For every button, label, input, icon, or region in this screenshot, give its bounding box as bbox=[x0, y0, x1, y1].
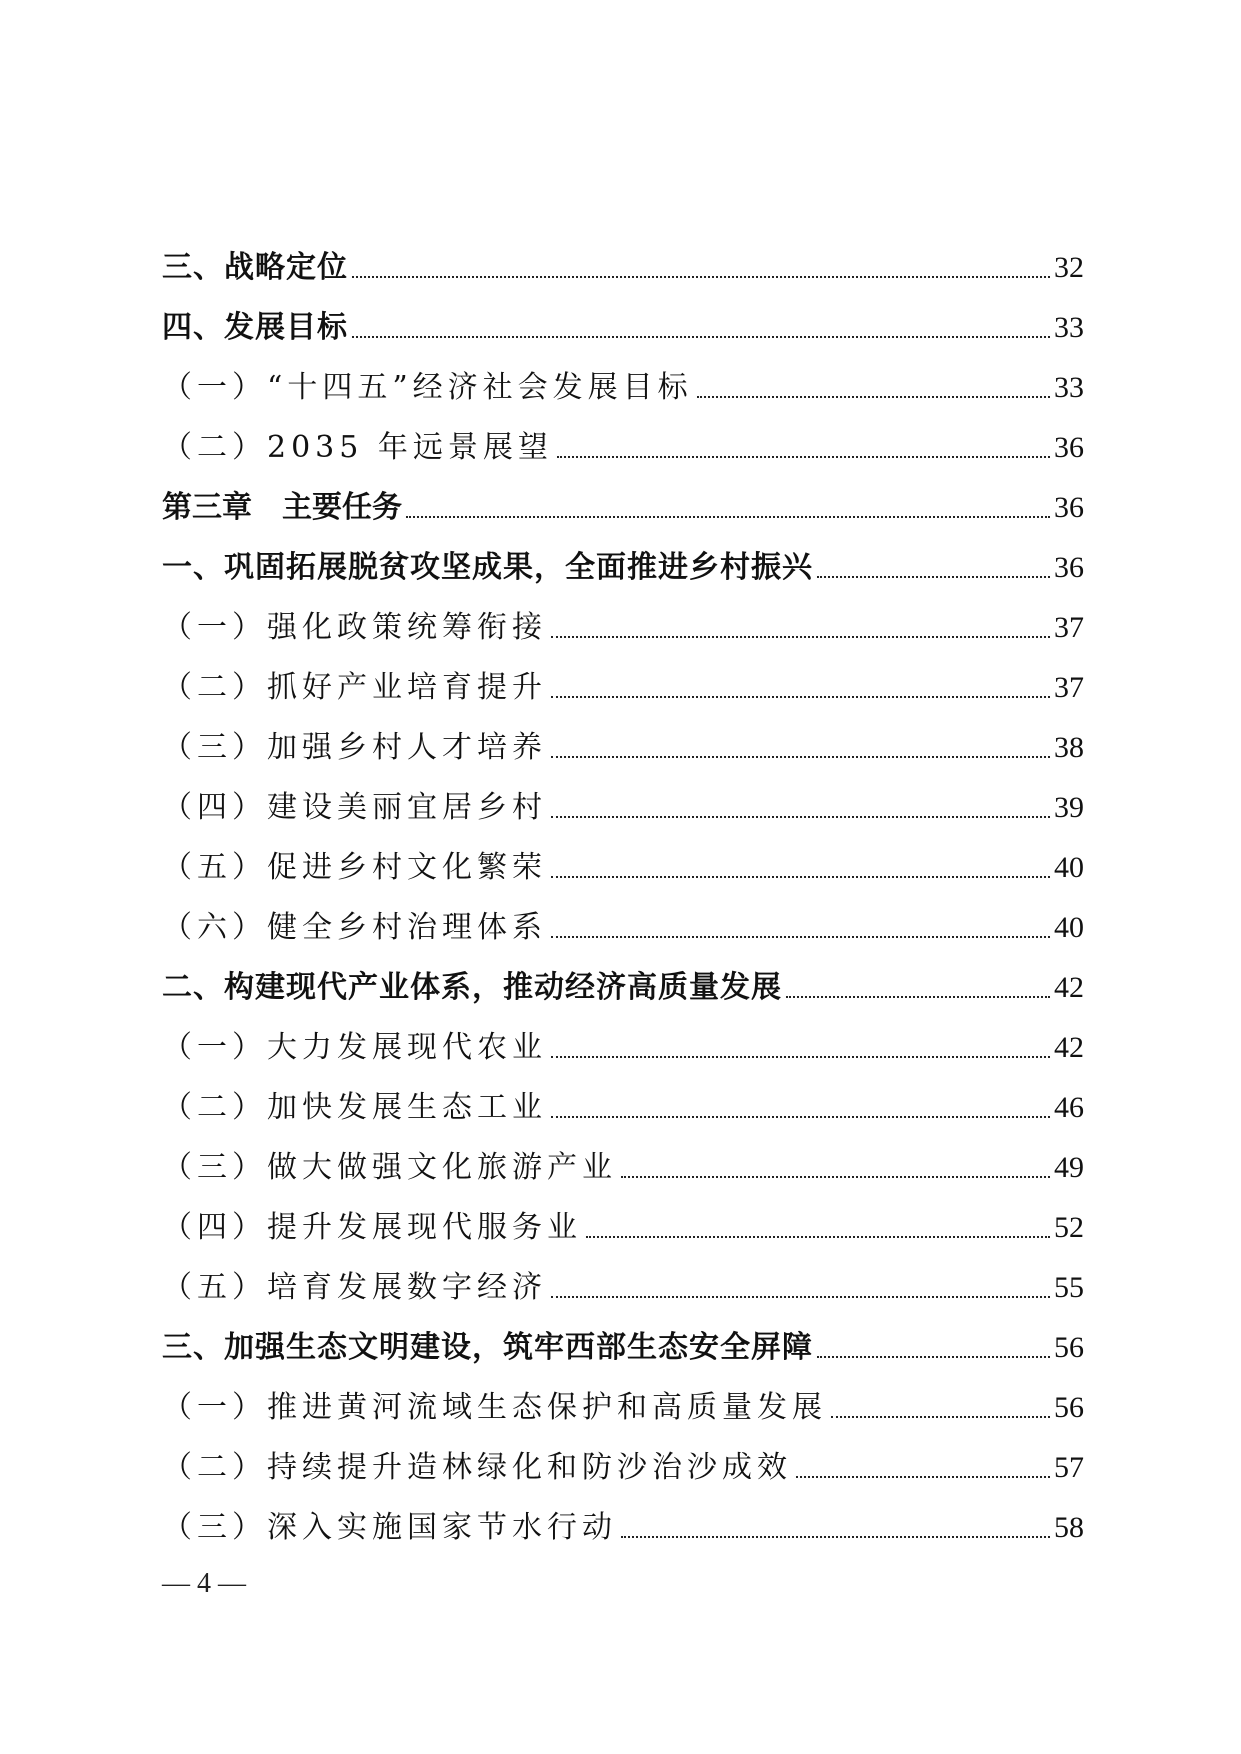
toc-entry[interactable] bbox=[162, 1006, 1084, 1066]
toc-entry-title: 二、构建现代产业体系，推动经济高质量发展 bbox=[162, 970, 782, 1005]
toc-entry-title: 三、战略定位 bbox=[162, 250, 348, 285]
toc-entry[interactable] bbox=[162, 526, 1084, 586]
toc-entry[interactable] bbox=[162, 586, 1084, 646]
dot-leader bbox=[352, 336, 1050, 338]
dot-leader bbox=[551, 1116, 1050, 1118]
toc-entry-page-number: 37 bbox=[1054, 611, 1084, 644]
toc-entry-title: （四）建设美丽宜居乡村 bbox=[162, 790, 547, 825]
toc-entry[interactable] bbox=[162, 826, 1084, 886]
toc-entry-page-number: 37 bbox=[1054, 671, 1084, 704]
toc-entry[interactable] bbox=[162, 1126, 1084, 1186]
toc-entry-page-number: 46 bbox=[1054, 1091, 1084, 1124]
toc-entry[interactable] bbox=[162, 1426, 1084, 1486]
toc-entry-title: （三）加强乡村人才培养 bbox=[162, 730, 547, 765]
toc-entry-title: （三）深入实施国家节水行动 bbox=[162, 1510, 617, 1545]
toc-entry-title: 一、巩固拓展脱贫攻坚成果，全面推进乡村振兴 bbox=[162, 550, 813, 585]
toc-entry-page-number: 38 bbox=[1054, 731, 1084, 764]
toc-entry-page-number: 56 bbox=[1054, 1391, 1084, 1424]
dot-leader bbox=[551, 696, 1050, 698]
dot-leader bbox=[557, 456, 1050, 458]
toc-entry-title: 第三章 主要任务 bbox=[162, 490, 402, 525]
page-number-footer: — 4 — bbox=[162, 1568, 246, 1599]
dot-leader bbox=[551, 1056, 1050, 1058]
toc-entry-title: 三、加强生态文明建设，筑牢西部生态安全屏障 bbox=[162, 1330, 813, 1365]
dot-leader bbox=[817, 1356, 1050, 1358]
toc-entry-page-number: 56 bbox=[1054, 1331, 1084, 1364]
toc-entry[interactable] bbox=[162, 1486, 1084, 1546]
toc-entry-page-number: 58 bbox=[1054, 1511, 1084, 1544]
toc-entry-title: （二）抓好产业培育提升 bbox=[162, 670, 547, 705]
dot-leader bbox=[551, 816, 1050, 818]
toc-entry[interactable] bbox=[162, 646, 1084, 706]
toc-entry-page-number: 52 bbox=[1054, 1211, 1084, 1244]
dot-leader bbox=[551, 1296, 1050, 1298]
dot-leader bbox=[551, 876, 1050, 878]
toc-entry-title: （三）做大做强文化旅游产业 bbox=[162, 1150, 617, 1185]
dot-leader bbox=[621, 1536, 1050, 1538]
toc-entry-title: （一）强化政策统筹衔接 bbox=[162, 610, 547, 645]
toc-entry[interactable] bbox=[162, 946, 1084, 1006]
toc-entry-page-number: 57 bbox=[1054, 1451, 1084, 1484]
dot-leader bbox=[586, 1236, 1050, 1238]
toc-entry-page-number: 55 bbox=[1054, 1271, 1084, 1304]
dot-leader bbox=[551, 936, 1050, 938]
toc-entry[interactable] bbox=[162, 466, 1084, 526]
toc-entry-page-number: 40 bbox=[1054, 851, 1084, 884]
toc-entry-title: （二）持续提升造林绿化和防沙治沙成效 bbox=[162, 1450, 792, 1485]
dot-leader bbox=[831, 1416, 1050, 1418]
toc-entry-page-number: 36 bbox=[1054, 551, 1084, 584]
toc-entry-page-number: 39 bbox=[1054, 791, 1084, 824]
toc-entry-page-number: 36 bbox=[1054, 431, 1084, 464]
toc-entry-title: （六）健全乡村治理体系 bbox=[162, 910, 547, 945]
dot-leader bbox=[697, 396, 1050, 398]
toc-entry[interactable] bbox=[162, 226, 1084, 286]
dot-leader bbox=[817, 576, 1050, 578]
toc-entry-page-number: 40 bbox=[1054, 911, 1084, 944]
dot-leader bbox=[406, 516, 1050, 518]
dot-leader bbox=[551, 636, 1050, 638]
toc-entry-page-number: 33 bbox=[1054, 311, 1084, 344]
toc-entry-title: （一）大力发展现代农业 bbox=[162, 1030, 547, 1065]
toc-entry-page-number: 33 bbox=[1054, 371, 1084, 404]
toc-entry[interactable] bbox=[162, 886, 1084, 946]
toc-entry-page-number: 49 bbox=[1054, 1151, 1084, 1184]
toc-entry-page-number: 42 bbox=[1054, 971, 1084, 1004]
toc-entry-title: （二）2035 年远景展望 bbox=[162, 430, 553, 465]
dot-leader bbox=[352, 276, 1050, 278]
toc-entry[interactable] bbox=[162, 1066, 1084, 1126]
dot-leader bbox=[796, 1476, 1050, 1478]
dot-leader bbox=[786, 996, 1050, 998]
toc-entry-title: （五）培育发展数字经济 bbox=[162, 1270, 547, 1305]
toc-entry[interactable] bbox=[162, 406, 1084, 466]
toc-entry-page-number: 42 bbox=[1054, 1031, 1084, 1064]
toc-entry-title: （五）促进乡村文化繁荣 bbox=[162, 850, 547, 885]
toc-entry[interactable] bbox=[162, 1186, 1084, 1246]
toc-entry-title: （二）加快发展生态工业 bbox=[162, 1090, 547, 1125]
toc-entry[interactable] bbox=[162, 706, 1084, 766]
toc-entry[interactable] bbox=[162, 766, 1084, 826]
table-of-contents bbox=[162, 226, 1084, 1546]
toc-entry-title: （一）推进黄河流域生态保护和高质量发展 bbox=[162, 1390, 827, 1425]
dot-leader bbox=[621, 1176, 1050, 1178]
toc-entry[interactable] bbox=[162, 1246, 1084, 1306]
toc-entry-page-number: 36 bbox=[1054, 491, 1084, 524]
toc-entry[interactable] bbox=[162, 346, 1084, 406]
toc-entry[interactable] bbox=[162, 1366, 1084, 1426]
toc-entry[interactable] bbox=[162, 1306, 1084, 1366]
toc-entry-page-number: 32 bbox=[1054, 251, 1084, 284]
toc-entry[interactable] bbox=[162, 286, 1084, 346]
toc-entry-title: （一）“十四五”经济社会发展目标 bbox=[162, 370, 693, 405]
toc-entry-title: 四、发展目标 bbox=[162, 310, 348, 345]
dot-leader bbox=[551, 756, 1050, 758]
toc-entry-title: （四）提升发展现代服务业 bbox=[162, 1210, 582, 1245]
